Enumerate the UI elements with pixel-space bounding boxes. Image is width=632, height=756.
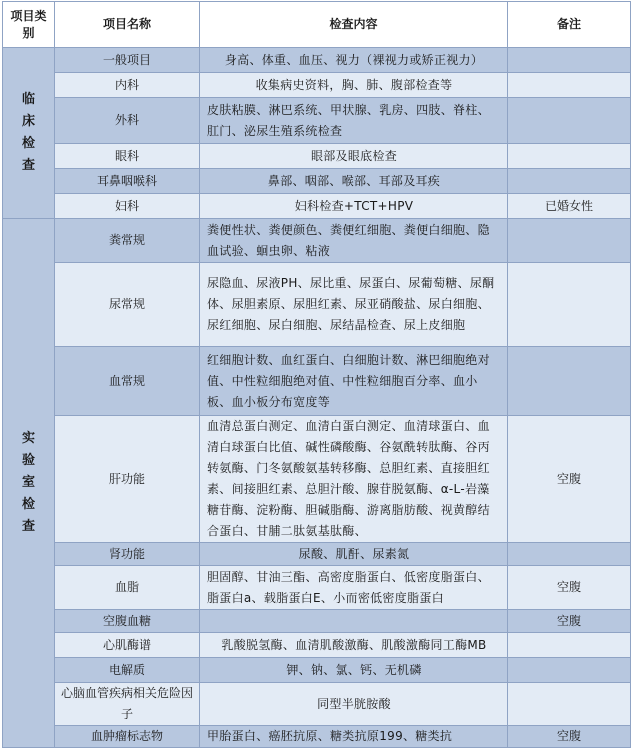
table-row bbox=[3, 194, 631, 219]
item-name: 外科 bbox=[55, 98, 200, 144]
item-name: 耳鼻咽喉科 bbox=[55, 169, 200, 194]
item-content: 妇科检查+TCT+HPV bbox=[200, 194, 508, 219]
header-category: 项目类别 bbox=[3, 2, 55, 48]
item-name: 血常规 bbox=[55, 347, 200, 416]
table-row bbox=[3, 633, 631, 658]
item-note: 空腹 bbox=[508, 416, 631, 543]
item-note bbox=[508, 144, 631, 169]
table-row bbox=[3, 543, 631, 566]
item-name: 妇科 bbox=[55, 194, 200, 219]
item-note bbox=[508, 219, 631, 263]
item-note: 已婚女性 bbox=[508, 194, 631, 219]
item-note bbox=[508, 98, 631, 144]
table-row bbox=[3, 726, 631, 748]
item-content: 钾、钠、氯、钙、无机磷 bbox=[200, 658, 508, 683]
item-note bbox=[508, 543, 631, 566]
table-row bbox=[3, 48, 631, 73]
item-content: 身高、体重、血压、视力（裸视力或矫正视力） bbox=[200, 48, 508, 73]
item-content: 乳酸脱氢酶、血清肌酸激酶、肌酸激酶同工酶MB bbox=[200, 633, 508, 658]
item-content bbox=[200, 610, 508, 633]
item-name: 肾功能 bbox=[55, 543, 200, 566]
item-name: 心肌酶谱 bbox=[55, 633, 200, 658]
category-clinical: 临 床 检 查 bbox=[3, 48, 55, 219]
table-row bbox=[3, 263, 631, 347]
table-row bbox=[3, 658, 631, 683]
item-note bbox=[508, 347, 631, 416]
item-name: 内科 bbox=[55, 73, 200, 98]
item-name: 尿常规 bbox=[55, 263, 200, 347]
item-name: 粪常规 bbox=[55, 219, 200, 263]
table-row bbox=[3, 98, 631, 144]
item-content: 眼部及眼底检查 bbox=[200, 144, 508, 169]
item-content: 收集病史资料，胸、肺、腹部检查等 bbox=[200, 73, 508, 98]
table-row bbox=[3, 144, 631, 169]
item-name: 血脂 bbox=[55, 566, 200, 610]
item-content: 同型半胱胺酸 bbox=[200, 683, 508, 726]
health-checkup-table bbox=[2, 1, 631, 748]
item-name: 肝功能 bbox=[55, 416, 200, 543]
item-note bbox=[508, 658, 631, 683]
header-item-name: 项目名称 bbox=[55, 2, 200, 48]
item-content: 尿隐血、尿液PH、尿比重、尿蛋白、尿葡萄糖、尿酮体、尿胆素原、尿胆红素、尿亚硝酸盐、尿白细胞、尿红细胞、尿白细胞、尿结晶检查、尿上皮细胞 bbox=[200, 263, 508, 347]
item-content: 鼻部、咽部、喉部、耳部及耳疾 bbox=[200, 169, 508, 194]
item-note bbox=[508, 73, 631, 98]
item-note bbox=[508, 633, 631, 658]
item-content: 红细胞计数、血红蛋白、白细胞计数、淋巴细胞绝对值、中性粒细胞绝对值、中性粒细胞百分率、血小板、血小板分布宽度等 bbox=[200, 347, 508, 416]
item-note: 空腹 bbox=[508, 610, 631, 633]
item-note: 空腹 bbox=[508, 566, 631, 610]
table-row bbox=[3, 683, 631, 726]
item-name: 血肿瘤标志物 bbox=[55, 726, 200, 748]
category-laboratory: 实 验 室 检 查 bbox=[3, 219, 55, 748]
table-row bbox=[3, 169, 631, 194]
table-row bbox=[3, 73, 631, 98]
table-row bbox=[3, 610, 631, 633]
item-note bbox=[508, 48, 631, 73]
item-content: 尿酸、肌酐、尿素氮 bbox=[200, 543, 508, 566]
item-content: 血清总蛋白测定、血清白蛋白测定、血清球蛋白、血清白球蛋白比值、碱性磷酸酶、谷氨酰转肽酶、谷丙转氨酶、门冬氨酸氨基转移酶、总胆红素、直接胆红素、间接胆红素、总胆汁酸、腺苷脱氨酶、α-L-岩藻糖苷酶、淀粉酶、胆碱脂酶、游离脂肪酸、视黄醇结合蛋白、甘脯二肽氨基肽酶、 bbox=[200, 416, 508, 543]
item-note bbox=[508, 263, 631, 347]
item-name: 空腹血糖 bbox=[55, 610, 200, 633]
item-note bbox=[508, 169, 631, 194]
item-note: 空腹 bbox=[508, 726, 631, 748]
item-name: 心脑血管疾病相关危险因子 bbox=[55, 683, 200, 726]
item-content: 粪便性状、粪便颜色、粪便红细胞、粪便白细胞、隐血试验、蛔虫卵、粘液 bbox=[200, 219, 508, 263]
item-name: 一般项目 bbox=[55, 48, 200, 73]
item-content: 甲胎蛋白、癌胚抗原、糖类抗原199、糖类抗 bbox=[200, 726, 508, 748]
item-note bbox=[508, 683, 631, 726]
table-row bbox=[3, 347, 631, 416]
table-row bbox=[3, 219, 631, 263]
header-content: 检查内容 bbox=[200, 2, 508, 48]
item-name: 电解质 bbox=[55, 658, 200, 683]
table-row bbox=[3, 416, 631, 543]
item-content: 胆固醇、甘油三酯、高密度脂蛋白、低密度脂蛋白、脂蛋白a、载脂蛋白E、小而密低密度脂蛋白 bbox=[200, 566, 508, 610]
item-name: 眼科 bbox=[55, 144, 200, 169]
item-content: 皮肤粘膜、淋巴系统、甲状腺、乳房、四肢、脊柱、肛门、泌尿生殖系统检查 bbox=[200, 98, 508, 144]
header-note: 备注 bbox=[508, 2, 631, 48]
table-header-row bbox=[3, 2, 631, 48]
table-row bbox=[3, 566, 631, 610]
